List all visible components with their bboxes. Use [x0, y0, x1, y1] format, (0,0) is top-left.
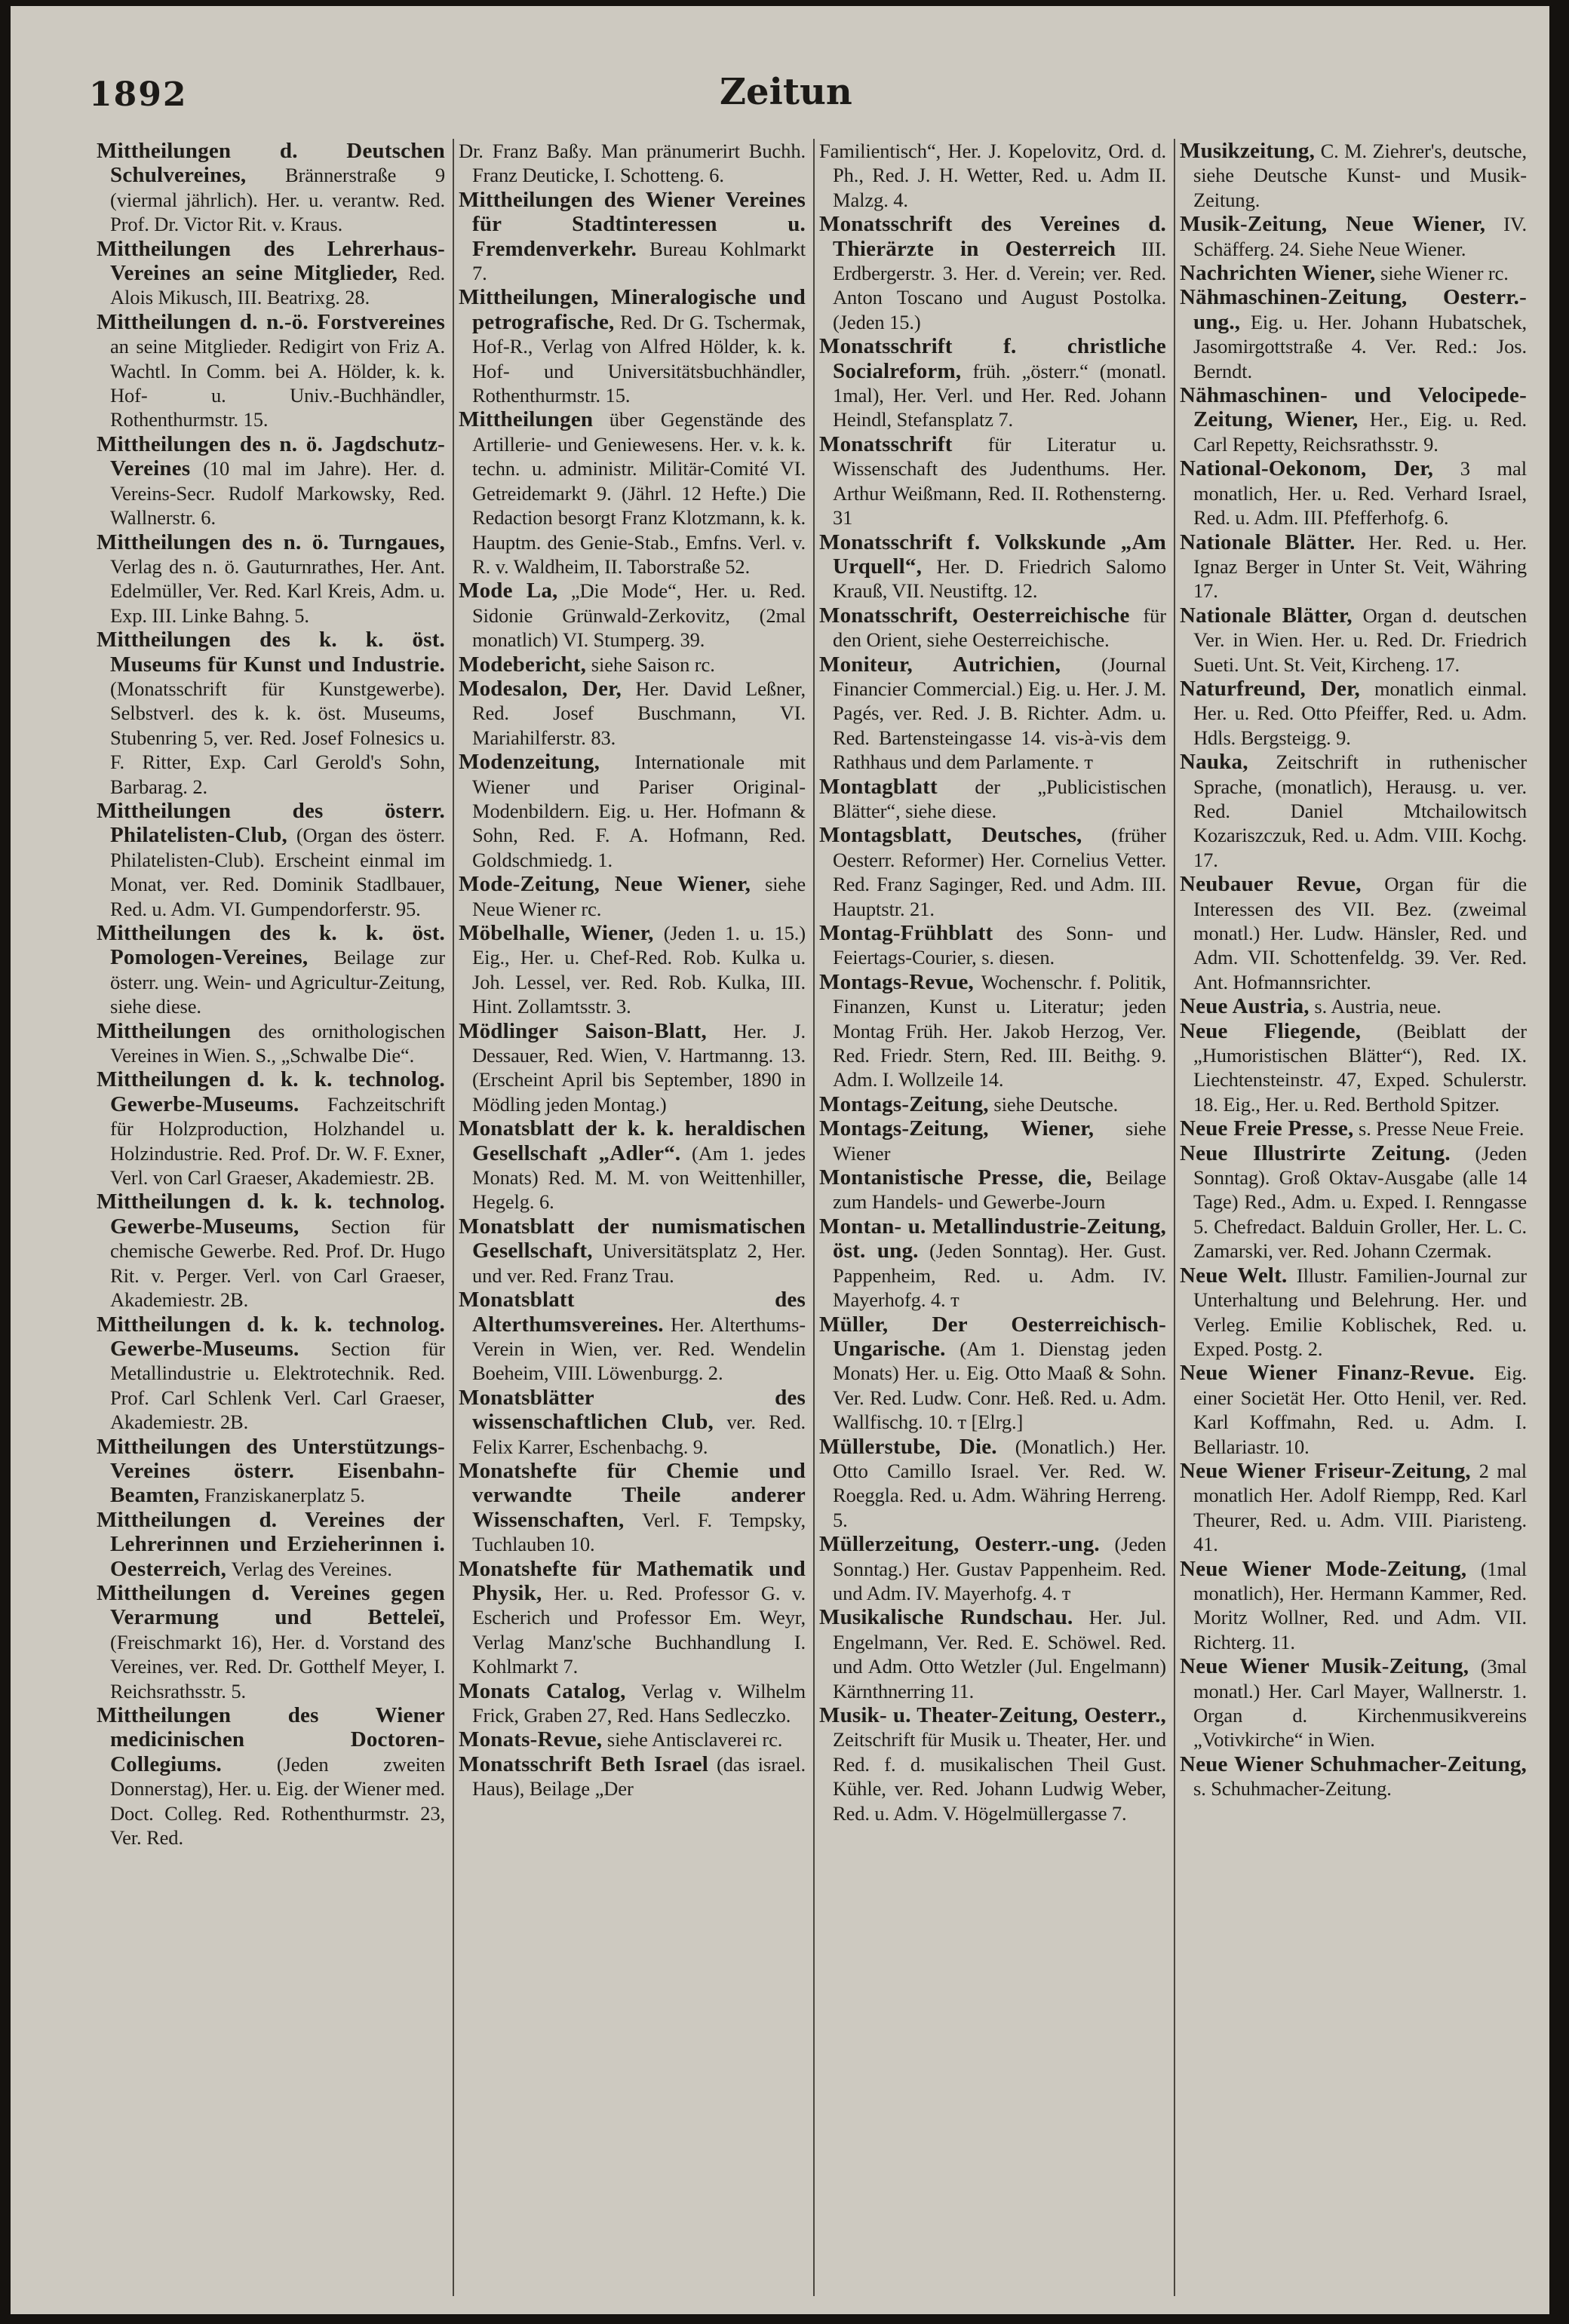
- directory-entry: [459, 921, 806, 1019]
- entry-text: (Freischmarkt 16), Her. d. Vorstand des Vereines, ver. Red. Dr. Gotthelf Meyer, I. Reichsrathsstr. 5.: [110, 1630, 445, 1702]
- entry-headword: Monatshefte für Mathematik und Physik,: [459, 1556, 806, 1605]
- entry-headword: Monats-Revue,: [459, 1727, 603, 1752]
- directory-entry: [1180, 139, 1527, 212]
- entry-text: (Jeden Sonntag). Groß Oktav-Ausgabe (alle 14 Tage) Red., Adm. u. Exped. I. Renngasse 5. Chefredact. Balduin Groller, Her. L. C. Zamarski, ver. Red. Johann Czermak.: [1193, 1141, 1527, 1263]
- entry-headword: Mittheilungen des Lehrerhaus-Vereines an seine Mitglieder,: [97, 236, 445, 286]
- entry-text: Red. Dr G. Tschermak, Hof-R., Verlag von Alfred Hölder, k. k. Hof- und Universitätsbuchhändler, Rothenthurmstr. 15.: [472, 310, 806, 407]
- directory-entry: [819, 1165, 1166, 1214]
- directory-entry: [459, 652, 806, 677]
- directory-entry: [97, 1067, 445, 1190]
- entry-headword: Monatsschrift f. Volkskunde „Am Urquell“,: [819, 530, 1166, 579]
- entry-text: Red. Alois Mikusch, III. Beatrixg. 28.: [110, 262, 445, 309]
- column-2: [453, 139, 813, 2296]
- directory-entry: [1180, 603, 1527, 677]
- directory-entry: [459, 1459, 806, 1557]
- entry-headword: Müllerstube, Die.: [819, 1434, 997, 1459]
- directory-entry: [459, 407, 806, 579]
- entry-headword: Mittheilungen d. k. k. technolog. Gewerbe-Museums,: [97, 1190, 445, 1239]
- entry-text: (Journal Financier Commercial.) Eig. u. Her. J. M. Pagés, ver. Red. J. B. Richter. Adm. u. Red. Bartensteingasse 14. vis-à-vis dem Rathhaus und dem Parlamente. ᴛ: [833, 652, 1166, 774]
- directory-entry: [1180, 1116, 1527, 1141]
- entry-headword: Monatsschrift Beth Israel: [459, 1751, 709, 1776]
- entry-headword: Mittheilungen d. Vereines der Lehrerinnen und Erzieherinnen i. Oesterreich,: [97, 1507, 445, 1581]
- directory-entry: [97, 799, 445, 921]
- entry-text: (Beiblatt der „Humoristischen Blätter“), Red. IX. Liechtensteinstr. 47, Exped. Schulerstr. 18. Eig., Her. u. Red. Berthold Spitzer.: [1193, 1019, 1527, 1116]
- entry-text: s. Austria, neue.: [1314, 995, 1442, 1018]
- entry-text: ver. Red. Felix Karrer, Eschenbachg. 9.: [472, 1411, 806, 1458]
- entry-text: Her. Alterthums-Verein in Wien, ver. Red. Wendelin Boeheim, VIII. Löwenburgg. 2.: [472, 1312, 806, 1385]
- entry-text: über Gegenstände des Artillerie- und Geniewesens. Her. v. k. k. techn. u. administr. Militär-Comité VI. Getreidemarkt 9. (Jährl. 12 Hefte.) Die Redaction besorgt Franz Klotzmann, k. k. Hauptm. des Genie-Stab., Emfns. Verl. v. R. v. Waldheim, II. Taborstraße 52.: [472, 408, 806, 578]
- directory-entry: [459, 1752, 806, 1801]
- entry-text: (Am 1. Dienstag jeden Monats) Her. u. Eig. Otto Maaß & Sohn. Ver. Red. Ludw. Conr. Heß. Red. u. Adm. Wallfischg. 10. ᴛ [Elrg.]: [833, 1337, 1167, 1434]
- entry-text: C. M. Ziehrer's, deutsche, siehe Deutsche Kunst- und Musik-Zeitung.: [1193, 140, 1527, 211]
- entry-text: (früher Oesterr. Reformer) Her. Cornelius Vetter. Red. Franz Saginger, Red. und Adm. III. Hauptstr. 21.: [833, 824, 1166, 920]
- entry-headword: Mittheilungen d. Deutschen Schulvereines,: [97, 139, 445, 188]
- column-1: [92, 139, 453, 2296]
- directory-entry: [1180, 1263, 1527, 1362]
- entry-text: siehe Neue Wiener rc.: [472, 873, 806, 920]
- entry-headword: Mode La,: [459, 579, 558, 603]
- entry-headword: Mittheilungen des Unterstützungs-Vereines österr. Eisenbahn-Beamten,: [97, 1434, 445, 1508]
- entry-headword: Möbelhalle, Wiener,: [459, 921, 654, 945]
- entry-headword: Müller, Der Oesterreichisch-Ungarische.: [819, 1312, 1166, 1361]
- entry-text: für den Orient, siehe Oesterreichische.: [833, 603, 1167, 652]
- page-number: 1892: [89, 75, 188, 114]
- entry-headword: Moniteur, Autrichien,: [819, 652, 1061, 677]
- entry-headword: Neue Welt.: [1180, 1263, 1288, 1288]
- entry-headword: Montags-Zeitung, Wiener,: [819, 1116, 1095, 1141]
- entry-text: s. Presse Neue Freie.: [1359, 1117, 1524, 1141]
- directory-entry: [819, 652, 1166, 775]
- directory-entry: [819, 139, 1166, 212]
- entry-text: Universitätsplatz 2, Her. und ver. Red. Franz Trau.: [472, 1239, 806, 1287]
- entry-text: Her. Jul. Engelmann, Ver. Red. E. Schöwel. Red. und Adm. Otto Wetzler (Jul. Engelmann) Kärnthnerring 11.: [833, 1606, 1167, 1702]
- entry-headword: Mödlinger Saison-Blatt,: [459, 1018, 707, 1043]
- directory-entry: [459, 1557, 806, 1679]
- entry-headword: Montag-Frühblatt: [819, 921, 993, 945]
- entry-text: Bureau Kohlmarkt 7.: [472, 237, 806, 285]
- entry-text: Her. David Leßner, Red. Josef Buschmann, VI. Mariahilferstr. 83.: [472, 677, 806, 749]
- directory-entry: [97, 139, 445, 237]
- entry-text: siehe Wiener: [833, 1117, 1166, 1165]
- entry-headword: Montagblatt: [819, 774, 938, 799]
- entry-text: (Jeden zweiten Donnerstag), Her. u. Eig. der Wiener med. Doct. Colleg. Red. Rothenthurmstr. 23, Ver. Red.: [110, 1752, 445, 1850]
- entry-text: 3 mal monatlich, Her. u. Red. Verhard Israel, Red. u. Adm. III. Pfefferhofg. 6.: [1193, 457, 1527, 530]
- entry-headword: Mittheilungen, Mineralogische und petrografische,: [459, 285, 806, 334]
- directory-entry: [97, 1435, 445, 1508]
- entry-text: siehe Saison rc.: [591, 652, 715, 676]
- entry-text: Beilage zum Handels- und Gewerbe-Journ: [833, 1166, 1166, 1214]
- column-3: [813, 139, 1174, 2296]
- directory-entry: [819, 1116, 1166, 1165]
- entry-text: Her. D. Friedrich Salomo Krauß, VII. Neustiftg. 12.: [833, 554, 1166, 603]
- entry-text: (10 mal im Jahre). Her. d. Vereins-Secr. Rudolf Markowsky, Red. Wallnerstr. 6.: [110, 457, 446, 530]
- directory-entry: [819, 603, 1166, 652]
- entry-text: (Monatsschrift für Kunstgewerbe). Selbstverl. des k. k. öst. Museums, Stubenring 5, ver. Red. Josef Folnesics u. F. Ritter, Exp. Carl Gerold's Sohn, Barbarag. 2.: [110, 677, 445, 798]
- entry-headword: Mittheilungen d. Vereines gegen Verarmung und Betteleï,: [97, 1580, 445, 1630]
- directory-entry: [459, 1288, 806, 1386]
- entry-headword: Nationale Blätter.: [1180, 530, 1356, 554]
- entry-headword: Musik-Zeitung, Neue Wiener,: [1180, 212, 1486, 237]
- directory-entry: [459, 1679, 806, 1728]
- entry-text: Verlag des Vereines.: [231, 1557, 392, 1580]
- entry-headword: Monatsschrift f. christliche Socialreform,: [819, 334, 1166, 383]
- entry-headword: Nähmaschinen- und Velocipede-Zeitung, Wiener,: [1180, 383, 1527, 432]
- entry-headword: Neue Illustrirte Zeitung.: [1180, 1141, 1451, 1165]
- entry-text: (Jeden Sonntag). Her. Gust. Pappenheim, Red. u. Adm. IV. Mayerhofg. 4. ᴛ: [833, 1239, 1167, 1312]
- entry-text: Wochenschr. f. Politik, Finanzen, Kunst u. Literatur; jeden Montag Früh. Her. Jakob Herzog, Ver. Red. Friedr. Stern, Red. III. Beithg. 9. Adm. I. Wollzeile 14.: [833, 970, 1166, 1091]
- entry-headword: Neue Wiener Finanz-Revue.: [1180, 1361, 1475, 1386]
- directory-entry: [97, 1019, 445, 1068]
- entry-headword: Neue Wiener Musik-Zeitung,: [1180, 1654, 1469, 1679]
- entry-text: siehe Antisclaverei rc.: [606, 1728, 783, 1751]
- entry-headword: Nauka,: [1180, 750, 1248, 775]
- directory-entry: [459, 188, 806, 286]
- entry-headword: Mittheilungen des Wiener medicinischen Doctoren-Collegiums.: [97, 1703, 445, 1776]
- directory-entry: [97, 1190, 445, 1312]
- directory-entry: [97, 1581, 445, 1703]
- entry-text: monatlich einmal. Her. u. Red. Otto Pfeiffer, Red. u. Adm. Hdls. Bergsteigg. 9.: [1193, 677, 1528, 749]
- entry-headword: Neue Wiener Friseur-Zeitung,: [1180, 1458, 1471, 1483]
- directory-entry: [819, 1312, 1166, 1435]
- entry-headword: Mittheilungen: [97, 1018, 232, 1043]
- entry-headword: Mittheilungen des n. ö. Turngaues,: [97, 530, 445, 554]
- directory-entry: [459, 285, 806, 407]
- running-head: Zeitun: [720, 71, 852, 113]
- entry-text: Fachzeitschrift für Holzproduction, Holzhandel u. Holzindustrie. Red. Prof. Dr. W. F. Exner, Verl. von Carl Graeser, Akademiestr. 2B.: [110, 1092, 445, 1190]
- entry-headword: Monatsblatt der numismatischen Gesellschaft,: [459, 1214, 806, 1263]
- entry-headword: Müllerzeitung, Oesterr.-ung.: [819, 1532, 1100, 1557]
- entry-headword: Monatsblatt der k. k. heraldischen Gesellschaft „Adler“.: [459, 1116, 806, 1165]
- directory-entry: [1180, 1557, 1527, 1655]
- entry-headword: Neue Austria,: [1180, 994, 1310, 1019]
- column-4: [1174, 139, 1534, 2296]
- directory-entry: [819, 970, 1166, 1092]
- entry-text: des Sonn- und Feiertags-Courier, s. diesen.: [833, 922, 1167, 969]
- entry-headword: Monatsblätter des wissenschaftlichen Club,: [459, 1385, 806, 1435]
- entry-text: für Literatur u. Wissenschaft des Judenthums. Her. Arthur Weißmann, Red. II. Rothensterng. 31: [833, 432, 1167, 530]
- entry-text: Verlag v. Wilhelm Frick, Graben 27, Red. Hans Sedleczko.: [472, 1679, 806, 1727]
- directory-entry: [819, 432, 1166, 530]
- directory-entry: [819, 1092, 1166, 1116]
- entry-text: (1mal monatlich), Her. Hermann Kammer, Red. Moritz Wollner, Red. und Adm. VII. Richterg. 11.: [1193, 1557, 1527, 1653]
- directory-entry: [97, 310, 445, 432]
- entry-headword: Nachrichten Wiener,: [1180, 261, 1376, 286]
- directory-entry: [1180, 1019, 1527, 1117]
- entry-headword: Neue Fliegende,: [1180, 1018, 1362, 1043]
- page-header: [11, 6, 1549, 119]
- directory-entry: [819, 1435, 1166, 1533]
- entry-headword: Musikzeitung,: [1180, 139, 1316, 163]
- entry-headword: Montanistische Presse, die,: [819, 1165, 1092, 1190]
- entry-text: Organ d. deutschen Ver. in Wien. Her. u. Red. Dr. Friedrich Sueti. Unt. St. Veit, Kircheng. 17.: [1193, 603, 1527, 676]
- directory-entry: [819, 1214, 1166, 1312]
- entry-headword: Naturfreund, Der,: [1180, 676, 1360, 701]
- entry-text: Dr. Franz Baßy. Man pränumerirt Buchh. Franz Deuticke, I. Schotteng. 6.: [459, 140, 806, 187]
- directory-entry: [1180, 530, 1527, 603]
- entry-headword: Nähmaschinen-Zeitung, Oesterr.-ung.,: [1180, 285, 1527, 334]
- entry-text: Eig. u. Her. Johann Hubatschek, Jasomirgottstraße 4. Ver. Red.: Jos. Berndt.: [1193, 310, 1528, 382]
- directory-entry: [1180, 1459, 1527, 1557]
- entry-text: der „Publicistischen Blätter“, siehe diese.: [833, 775, 1167, 822]
- directory-entry: [1180, 456, 1527, 530]
- entry-headword: Mittheilungen des österr. Philatelisten-Club,: [97, 798, 445, 848]
- entry-headword: Neue Wiener Schuhmacher-Zeitung,: [1180, 1751, 1527, 1776]
- directory-entry: [97, 237, 445, 310]
- directory-entry: [1180, 1141, 1527, 1263]
- entry-text: (Am 1. jedes Monats) Red. M. M. von Weittenhiller, Hegelg. 6.: [472, 1141, 806, 1214]
- directory-entry: [1180, 1654, 1527, 1752]
- entry-headword: Monats Catalog,: [459, 1678, 626, 1703]
- entry-text: Her. Red. u. Her. Ignaz Berger in Unter St. Veit, Währing 17.: [1193, 530, 1527, 603]
- entry-headword: Mittheilungen des k. k. öst. Pomologen-Vereines,: [97, 921, 445, 970]
- entry-headword: Monatsschrift, Oesterreichische: [819, 603, 1130, 628]
- directory-entry: [819, 1532, 1166, 1605]
- directory-entry: [1180, 285, 1527, 383]
- directory-entry: [819, 1605, 1166, 1703]
- entry-text: (3mal monatl.) Her. Carl Mayer, Wallnerstr. 1. Organ d. Kirchenmusikvereins „Votivkirche“ in Wien.: [1193, 1655, 1527, 1751]
- entry-text: (Monatlich.) Her. Otto Camillo Israel. Ver. Red. W. Roeggla. Red. u. Adm. Währing Herreng. 5.: [833, 1435, 1167, 1531]
- entry-headword: Mittheilungen d. k. k. technolog. Gewerbe-Museums.: [97, 1067, 445, 1116]
- entry-headword: Mittheilungen d. n.-ö. Forstvereines: [97, 309, 445, 334]
- entry-text: Her. J. Dessauer, Red. Wien, V. Hartmanng. 13. (Erscheint April bis September, 1890 in Mödling jeden Montag.): [472, 1019, 806, 1116]
- entry-text: Zeitschrift in ruthenischer Sprache, (monatlich), Herausg. u. ver. Red. Daniel Mtchailowitsch Kozariszczuk, Red. u. Adm. VIII. Kochg. 17.: [1193, 751, 1528, 871]
- entry-text: siehe Wiener rc.: [1380, 262, 1509, 285]
- directory-entry: [1180, 677, 1527, 750]
- directory-entry: [1180, 994, 1527, 1018]
- entry-text: Section für chemische Gewerbe. Red. Prof. Dr. Hugo Rit. v. Perger. Verl. von Carl Graeser, Akademiestr. 2B.: [110, 1214, 445, 1312]
- directory-entry: [97, 530, 445, 628]
- directory-columns: [92, 139, 1534, 2296]
- entry-text: Zeitschrift für Musik u. Theater, Her. und Red. f. d. musikalischen Theil Gust. Kühle, ver. Red. Johann Ludwig Weber, Red. u. Adm. V. Högelmüllergasse 7.: [833, 1728, 1166, 1825]
- directory-entry: [819, 1703, 1166, 1825]
- directory-entry: [459, 1019, 806, 1117]
- entry-headword: Modebericht,: [459, 652, 587, 677]
- directory-entry: [1180, 383, 1527, 456]
- directory-entry: [459, 579, 806, 652]
- directory-entry: [459, 1386, 806, 1459]
- entry-headword: Montags-Revue,: [819, 969, 974, 994]
- entry-text: Verl. F. Tempsky, Tuchlauben 10.: [472, 1508, 806, 1556]
- entry-text: Eig. einer Societät Her. Otto Henil, ver. Red. Karl Koffmahn, Red. u. Adm. I. Bellariastr. 10.: [1193, 1362, 1527, 1458]
- directory-entry: [1180, 212, 1527, 261]
- entry-text: „Die Mode“, Her. u. Red. Sidonie Grünwald-Zerkovitz, (2mal monatlich) VI. Stumperg. 39.: [472, 579, 806, 652]
- entry-headword: Monatsblatt des Alterthumsvereines.: [459, 1288, 806, 1337]
- directory-entry: [97, 1508, 445, 1581]
- entry-text: Organ für die Interessen des VII. Bez. (zweimal monatl.) Her. Ludw. Hänsler, Red. und Adm. VII. Schottenfeldg. 39. Ver. Red. Ant. Hofmannsrichter.: [1193, 873, 1528, 993]
- directory-entry: [97, 1703, 445, 1850]
- directory-entry: [459, 872, 806, 921]
- entry-headword: Musikalische Rundschau.: [819, 1605, 1073, 1630]
- directory-entry: [459, 750, 806, 872]
- entry-text: Her., Eig. u. Red. Carl Repetty, Reichsrathsstr. 9.: [1193, 408, 1527, 456]
- entry-headword: Nationale Blätter,: [1180, 603, 1353, 628]
- entry-text: s. Schuhmacher-Zeitung.: [1193, 1777, 1392, 1801]
- entry-text: Franziskanerplatz 5.: [204, 1484, 365, 1507]
- entry-headword: Musik- u. Theater-Zeitung, Oesterr.,: [819, 1703, 1166, 1727]
- directory-entry: [1180, 1361, 1527, 1459]
- entry-text: früh. „österr.“ (monatl. 1mal), Her. Verl. und Her. Red. Johann Heindl, Stefansplatz 7.: [833, 359, 1166, 431]
- entry-text: Section für Metallindustrie u. Elektrotechnik. Red. Prof. Carl Schlenk Verl. Carl Graeser, Akademiestr. 2B.: [110, 1337, 445, 1434]
- entry-headword: Montags-Zeitung,: [819, 1091, 989, 1116]
- directory-entry: [97, 432, 445, 530]
- entry-headword: Mittheilungen des k. k. öst. Museums für Kunst und Industrie.: [97, 628, 445, 677]
- directory-entry: [819, 775, 1166, 824]
- directory-entry: [459, 677, 806, 750]
- entry-headword: Modesalon, Der,: [459, 676, 622, 701]
- entry-text: Verlag des n. ö. Gauturnrathes, Her. Ant. Edelmüller, Ver. Red. Karl Kreis, Adm. u. Exp. III. Linke Bahng. 5.: [110, 554, 445, 627]
- entry-text: Brännerstraße 9 (viermal jährlich). Her. u. verantw. Red. Prof. Dr. Victor Rit. v. Kraus.: [110, 164, 445, 236]
- entry-headword: Modenzeitung,: [459, 750, 600, 775]
- entry-text: (das israel. Haus), Beilage „Der: [472, 1752, 806, 1801]
- entry-text: III. Erdbergerstr. 3. Her. d. Verein; ver. Red. Anton Toscano und August Postolka. (Jeden 15.): [833, 237, 1166, 333]
- entry-headword: Mode-Zeitung, Neue Wiener,: [459, 872, 751, 897]
- entry-headword: Neue Freie Presse,: [1180, 1116, 1354, 1141]
- entry-headword: Montan- u. Metallindustrie-Zeitung, öst. ung.: [819, 1214, 1166, 1263]
- directory-entry: [459, 1214, 806, 1288]
- entry-headword: Monatsschrift: [819, 431, 953, 456]
- directory-entry: [819, 823, 1166, 921]
- directory-entry: [1180, 261, 1527, 285]
- directory-entry: [819, 334, 1166, 432]
- entry-text: des ornithologischen Vereines in Wien. S., „Schwalbe Die“.: [110, 1019, 445, 1067]
- directory-entry: [1180, 750, 1527, 872]
- directory-entry: [459, 1116, 806, 1214]
- entry-text: (Jeden 1. u. 15.) Eig., Her. u. Chef-Red. Rob. Kulka u. Joh. Lessel, ver. Red. Rob. Kulka, III. Hint. Zollamtsstr. 3.: [472, 922, 806, 1018]
- entry-headword: National-Oekonom, Der,: [1180, 456, 1434, 481]
- entry-headword: Monatshefte für Chemie und verwandte Theile anderer Wissenschaften,: [459, 1458, 806, 1532]
- entry-text: Her. u. Red. Professor G. v. Escherich und Professor Em. Weyr, Verlag Manz'sche Buchhandlung I. Kohlmarkt 7.: [472, 1581, 806, 1678]
- entry-headword: Mittheilungen des n. ö. Jagdschutz-Vereines: [97, 431, 445, 481]
- directory-entry: [97, 1312, 445, 1435]
- directory-entry: [97, 921, 445, 1019]
- entry-text: 2 mal monatlich Her. Adolf Riempp, Red. Karl Theurer, Red. u. Adm. VIII. Piaristeng. 41.: [1193, 1459, 1527, 1556]
- page-sheet: [11, 6, 1549, 2314]
- entry-text: IV. Schäfferg. 24. Siehe Neue Wiener.: [1193, 213, 1527, 260]
- entry-headword: Monatsschrift des Vereines d. Thierärzte in Oesterreich: [819, 212, 1166, 261]
- entry-text: (Jeden Sonntag.) Her. Gustav Pappenheim. Red. und Adm. IV. Mayerhofg. 4. ᴛ: [833, 1533, 1166, 1604]
- entry-headword: Montagsblatt, Deutsches,: [819, 823, 1082, 848]
- entry-text: an seine Mitglieder. Redigirt von Friz A. Wachtl. In Comm. bei A. Hölder, k. k. Hof- u. Univ.-Buchhändler, Rothenthurmstr. 15.: [110, 335, 445, 431]
- entry-headword: Mittheilungen: [459, 407, 594, 432]
- entry-text: Illustr. Familien-Journal zur Unterhaltung und Belehrung. Her. und Verleg. Emilie Koblischek, Red. u. Exped. Postg. 2.: [1193, 1263, 1528, 1360]
- directory-entry: [459, 139, 806, 188]
- entry-headword: Mittheilungen d. k. k. technolog. Gewerbe-Museums.: [97, 1312, 445, 1361]
- directory-entry: [819, 530, 1166, 603]
- entry-text: (Organ des österr. Philatelisten-Club). Erscheint einmal im Monat, ver. Red. Dominik Stadlbauer, Red. u. Adm. VI. Gumpendorferstr. 95.: [110, 824, 445, 920]
- entry-headword: Neubauer Revue,: [1180, 872, 1362, 897]
- directory-entry: [819, 921, 1166, 970]
- directory-entry: [459, 1727, 806, 1751]
- directory-entry: [1180, 1752, 1527, 1801]
- directory-entry: [819, 212, 1166, 334]
- entry-headword: Mittheilungen des Wiener Vereines für Stadtinteressen u. Fremdenverkehr.: [459, 187, 806, 261]
- entry-text: Beilage zur österr. ung. Wein- und Agricultur-Zeitung, siehe diese.: [110, 946, 445, 1018]
- entry-text: Internationale mit Wiener und Pariser Original-Modenbildern. Eig. u. Her. Hofmann & Sohn, Red. F. A. Hofmann, Red. Goldschmiedg. 1.: [472, 751, 806, 871]
- entry-headword: Neue Wiener Mode-Zeitung,: [1180, 1556, 1467, 1581]
- entry-text: Familientisch“, Her. J. Kopelovitz, Ord. d. Ph., Red. J. H. Wetter, Red. u. Adm II. Malzg. 4.: [819, 140, 1166, 211]
- entry-text: siehe Deutsche.: [993, 1092, 1119, 1116]
- directory-entry: [1180, 872, 1527, 994]
- directory-entry: [97, 628, 445, 799]
